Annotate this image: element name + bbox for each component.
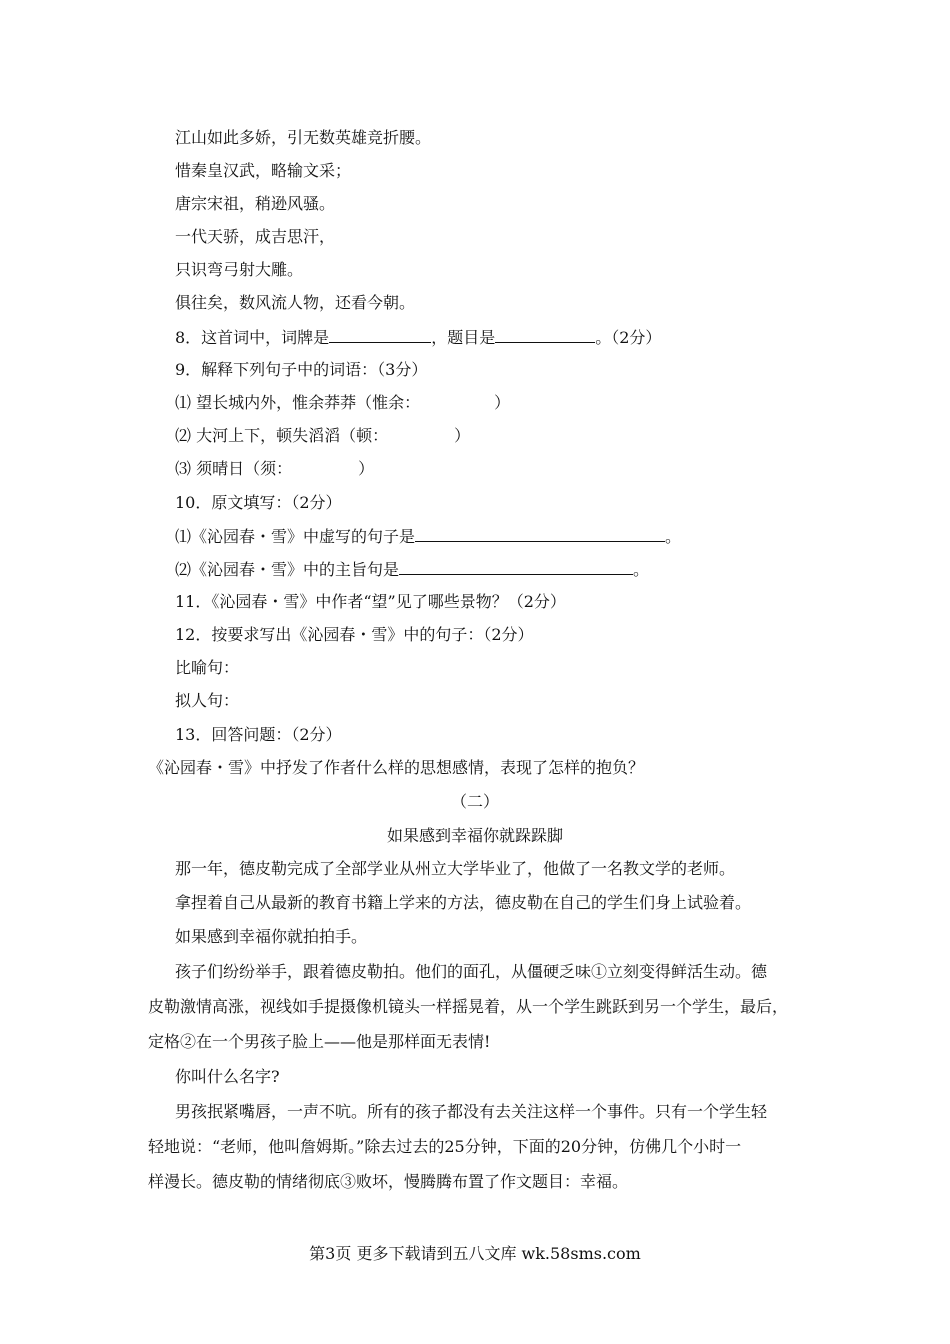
q10-item1-end: 。: [665, 527, 682, 546]
q9-item2-close: ）: [454, 426, 471, 445]
poem-line-1: 江山如此多娇，引无数英雄竞折腰。: [175, 128, 432, 147]
question-10-title: 10．原文填写：（2分）: [175, 493, 342, 512]
question-10-item-2: [175, 559, 649, 580]
q9-item1-text: ⑴ 望长城内外，惟余莽莽（惟余：: [175, 393, 421, 412]
q10-item1-text: ⑴《沁园春・雪》中虚写的句子是: [175, 527, 416, 546]
q8-text-3: 。（2分）: [595, 328, 662, 347]
story-title: 如果感到幸福你就跺跺脚: [386, 826, 563, 845]
question-9-item-2: [175, 426, 470, 446]
question-8: [175, 327, 661, 348]
poem-line-6: 俱往矣，数风流人物，还看今朝。: [175, 293, 416, 312]
q9-item1-close: ）: [494, 393, 511, 412]
story-paragraph-6-line-1: 男孩抿紧嘴唇，一声不吭。所有的孩子都没有去关注这样一个事件。只有一个学生轻: [175, 1102, 768, 1121]
q8-blank-1[interactable]: [329, 327, 431, 343]
q10-item2-text: ⑵《沁园春・雪》中的主旨句是: [175, 560, 400, 579]
q9-item2-text: ⑵ 大河上下，顿失滔滔（顿：: [175, 426, 389, 445]
q8-blank-2[interactable]: [495, 327, 595, 343]
poem-line-5: 只识弯弓射大雕。: [175, 260, 304, 279]
q9-item3-text: ⑶ 须晴日（须：: [175, 459, 293, 478]
question-12-title: 12．按要求写出《沁园春・雪》中的句子：（2分）: [175, 625, 534, 644]
story-paragraph-5: 你叫什么名字?: [175, 1067, 280, 1086]
story-paragraph-4-line-1: 孩子们纷纷举手，跟着德皮勒拍。他们的面孔，从僵硬乏味①立刻变得鲜活生动。德: [175, 962, 768, 981]
q10-item2-blank[interactable]: [399, 559, 633, 575]
question-13-question: 《沁园春・雪》中抒发了作者什么样的思想感情，表现了怎样的抱负？: [148, 758, 645, 777]
question-12-simile: 比喻句：: [175, 658, 240, 677]
story-paragraph-6-line-3: 样漫长。德皮勒的情绪彻底③败坏，慢腾腾布置了作文题目：幸福。: [148, 1172, 629, 1191]
story-paragraph-3: 如果感到幸福你就拍拍手。: [175, 927, 368, 946]
question-9-title: 9．解释下列句子中的词语：（3分）: [175, 360, 428, 379]
q8-text-1: 8．这首词中，词牌是: [175, 328, 330, 347]
question-11: 11．《沁园春・雪》中作者“望”见了哪些景物？（2分）: [175, 592, 566, 611]
story-paragraph-4-line-3: 定格②在一个男孩子脸上——他是那样面无表情!: [148, 1032, 491, 1051]
q8-text-2: ，题目是: [431, 328, 496, 347]
question-10-item-1: [175, 526, 681, 547]
story-paragraph-2: 拿捏着自己从最新的教育书籍上学来的方法，德皮勒在自己的学生们身上试验着。: [175, 893, 752, 912]
question-9-item-1: [175, 393, 510, 413]
story-paragraph-6-line-2: 轻地说：“老师，他叫詹姆斯。”除去过去的25分钟，下面的20分钟，仿佛几个小时一: [148, 1137, 742, 1156]
question-9-item-3: [175, 459, 374, 479]
poem-line-3: 唐宗宋祖，稍逊风骚。: [175, 194, 336, 213]
story-paragraph-1: 那一年，德皮勒完成了全部学业从州立大学毕业了，他做了一名教文学的老师。: [175, 859, 736, 878]
q9-item3-close: ）: [358, 459, 375, 478]
poem-line-2: 惜秦皇汉武，略输文采；: [175, 161, 352, 180]
page-footer: 第3页 更多下载请到五八文库 wk.58sms.com: [309, 1244, 641, 1263]
poem-line-4: 一代天骄，成吉思汗，: [175, 227, 336, 246]
question-13-title: 13．回答问题：（2分）: [175, 725, 342, 744]
question-12-personification: 拟人句：: [175, 691, 240, 710]
q10-item2-end: 。: [633, 560, 650, 579]
q10-item1-blank[interactable]: [415, 526, 665, 542]
section-2-label: （二）: [450, 792, 499, 811]
story-paragraph-4-line-2: 皮勒激情高涨，视线如手提摄像机镜头一样摇晃着，从一个学生跳跃到另一个学生，最后，: [148, 997, 789, 1016]
